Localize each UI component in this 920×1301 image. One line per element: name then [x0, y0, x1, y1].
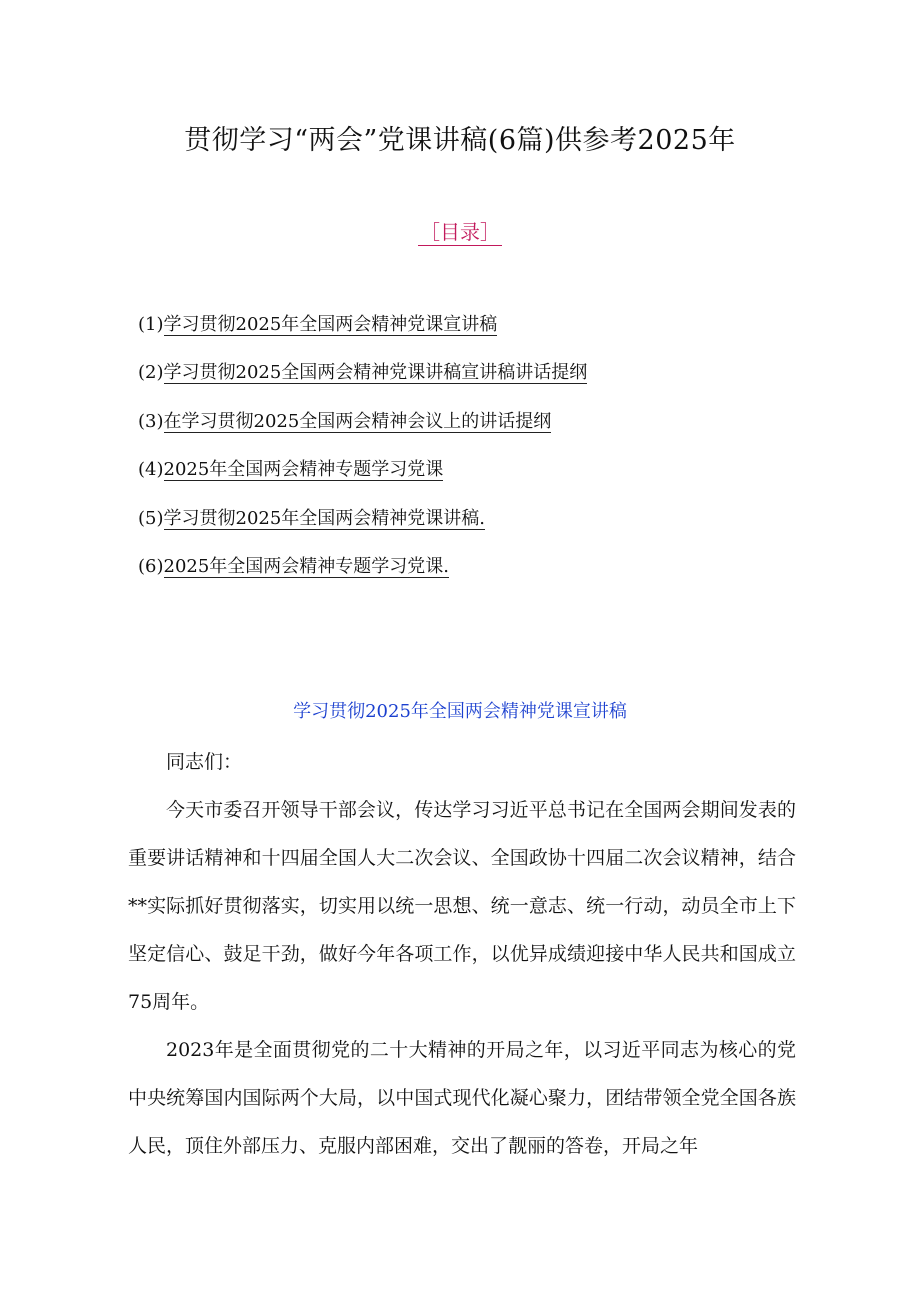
paragraph-2: 2023年是全面贯彻党的二十大精神的开局之年，以习近平同志为核心的党中央统筹国内国际两个大局，以中国式现代化凝心聚力，团结带领全党全国各族人民，顶住外部压力、克服内部困难，交出了靓丽的答卷，开局之年 — [128, 1039, 796, 1157]
toc-item-number: (6) — [138, 555, 164, 577]
greeting: 同志们： — [166, 751, 243, 773]
toc-heading-label: ［目录］ — [420, 220, 500, 244]
toc-item-1 — [138, 310, 587, 358]
body-text — [128, 738, 796, 1170]
section-title: 学习贯彻2025年全国两会精神党课宣讲稿 — [293, 701, 627, 722]
toc-link-6[interactable]: 2025年全国两会精神专题学习党课. — [163, 555, 450, 577]
toc-item-number: (2) — [138, 362, 164, 384]
document-title: 贯彻学习“两会”党课讲稿(6篇)供参考2025年 — [184, 125, 736, 156]
toc-item-number: (3) — [138, 410, 164, 432]
toc-link-5[interactable]: 学习贯彻2025年全国两会精神党课讲稿. — [163, 507, 486, 529]
table-of-contents — [138, 310, 587, 600]
toc-link-3[interactable]: 在学习贯彻2025全国两会精神会议上的讲话提纲 — [163, 410, 552, 432]
toc-item-number: (4) — [138, 459, 164, 481]
toc-item-number: (1) — [138, 314, 164, 335]
toc-item-2 — [138, 358, 587, 406]
toc-item-4 — [138, 455, 587, 503]
toc-item-5 — [138, 504, 587, 552]
toc-item-3 — [138, 407, 587, 455]
toc-link-2[interactable]: 学习贯彻2025全国两会精神党课讲稿宣讲稿讲话提纲 — [163, 362, 588, 384]
toc-link-1[interactable]: 学习贯彻2025年全国两会精神党课宣讲稿 — [163, 314, 498, 335]
toc-heading — [0, 216, 920, 245]
toc-item-6 — [138, 552, 587, 600]
paragraph-1: 今天市委召开领导干部会议，传达学习习近平总书记在全国两会期间发表的重要讲话精神和十四届全国人大二次会议、全国政协十四届二次会议精神，结合**实际抓好贯彻落实，切实用以统一思想、统一意志、统一行动，动员全市上下坚定信心、鼓足干劲，做好今年各项工作，以优异成绩迎接中华人民共和国成立75周年。 — [128, 799, 796, 1013]
toc-item-number: (5) — [138, 507, 164, 529]
toc-link-4[interactable]: 2025年全国两会精神专题学习党课 — [163, 459, 444, 481]
